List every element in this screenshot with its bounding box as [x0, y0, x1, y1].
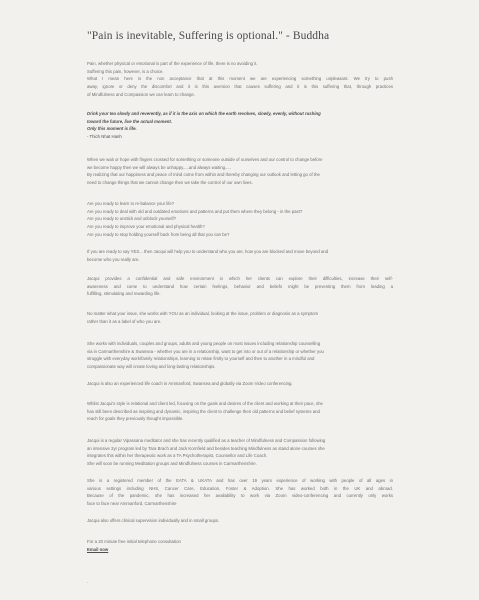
- life-coach-paragraph: Jacqui is also an experienced life coach in Ammanford, Swansea and globally via Zoom Video conferencing.: [87, 381, 293, 386]
- supervision-paragraph: Jacqui also offers clinical supervision individually and in small groups.: [87, 518, 220, 523]
- email-now-link[interactable]: Email now: [87, 546, 109, 552]
- questions-list: [87, 200, 393, 239]
- list-item: Are you ready to unstick and unblock yourself?: [87, 216, 177, 222]
- environment-paragraph: Jacqui provides a confidential and safe environment in which her clients can explore their difficulties, increase their self- awareness and come to understand how certain feelings, behavior and beliefs might be preventing them from leading a fulfilling, stimulating and rewarding life.: [87, 276, 393, 297]
- consultation-text: For a 20 minute free initial telephone consultation: [87, 539, 181, 544]
- quote-author: - Thich Nhat Hanh: [87, 134, 122, 140]
- trailing-dot: .: [87, 579, 89, 584]
- consultation-block: [87, 538, 393, 553]
- individual-paragraph: No matter what your issue, she works with YOU as an individual, looking at the issue, problem or diagnosis as a symptom rather than it as a label of who you are.: [87, 311, 319, 324]
- page-title: "Pain is inevitable, Suffering is optional." - Buddha: [87, 30, 330, 42]
- style-paragraph: Whilst Jacqui's style is relational and client led, focusing on the goals and desires of the client and working at their pace, she has still been described as inspiring and dynamic, inspiring the client to challenge their old patterns and belief systems and reach for goals they previously thought impossible.: [87, 401, 323, 422]
- relationships-paragraph: She works with individuals, couples and groups, adults and young people on most issues including relationship counselling via in Carmarthenshire & Swansea - whether you are in a relationship, want to get into or out of a relationship or whether you struggle with everyday work/family relationships, learning to relate firstly to yourself and then to another in a mindful and compassionate way will create loving and long-lasting relationships.: [87, 341, 324, 370]
- list-item: Are you ready to deal with old and outdated emotions and patterns and put them where they belong - in the past?: [87, 208, 303, 214]
- meditation-paragraph: Jacqui is a regular Vipassana meditator and she has recently qualified as a teacher of Mindfulness and Compassion following an intensive 2yr program led by Tara Brach and Jack Kornfield and besides teaching Mindfulness as stand alone courses she integrates this within her therapeutic work as a TA Psychotherapist, Counsellor and Life Coach. She will soon be running Meditation groups and Mindfulness courses in Carmarthenshire.: [87, 438, 326, 467]
- list-item: Are you ready to stop holding yourself back from being all that you can be?: [87, 231, 230, 237]
- ready-paragraph: If you are ready to say YES... then Jacqui will help you to understand who you are, how you are blocked and move beyond and become who you really are.: [87, 249, 329, 262]
- quote-block: Drink your tea slowly and reverently, as if it is the axis on which the earth revolves, slowly, evenly, without rushing toward the future, live the actual moment. Only this moment is life. - Thich Nhat Hanh: [87, 110, 393, 141]
- happiness-paragraph: When we wait or hope with fingers crossed for something or someone outside of ourselves and our control to change before we become happy then we will always be unhappy.....and always waiting..... By realizing that our happiness and peace of mind come from within and thereby changing our outlook and letting go of the need to change things that we cannot change then we take the control of our own lives.: [87, 157, 323, 186]
- list-item: Are you ready to learn to re-balance your life?: [87, 201, 175, 206]
- registration-paragraph: She is a registered member of the EATA & UKATA and has over 19 years experience of working with people of all ages in various settings including NHS, Cancer Care, Education, Foster & Adoption. She has worked both in the UK and abroad. Because of the pandemic, she has increased her availability to work via Zoom video-conferencing and currently only works face to face near Ammanford, Carmarthenshire: [87, 478, 393, 507]
- list-item: Are you ready to improve your emotional and physical health?: [87, 224, 205, 230]
- intro-paragraph: Pain, whether physical or emotional is part of the experience of life, there is no avoiding it. Suffering this pain, however, is a choice. What I mean here is the non acceptance that at this moment we are experiencing something unpleasant. We try to push away, ignore or deny the discomfort and it is this aversion that causes suffering and it is this suffering that, through practices of Mindfulness and Compassion we can learn to change.: [87, 61, 393, 97]
